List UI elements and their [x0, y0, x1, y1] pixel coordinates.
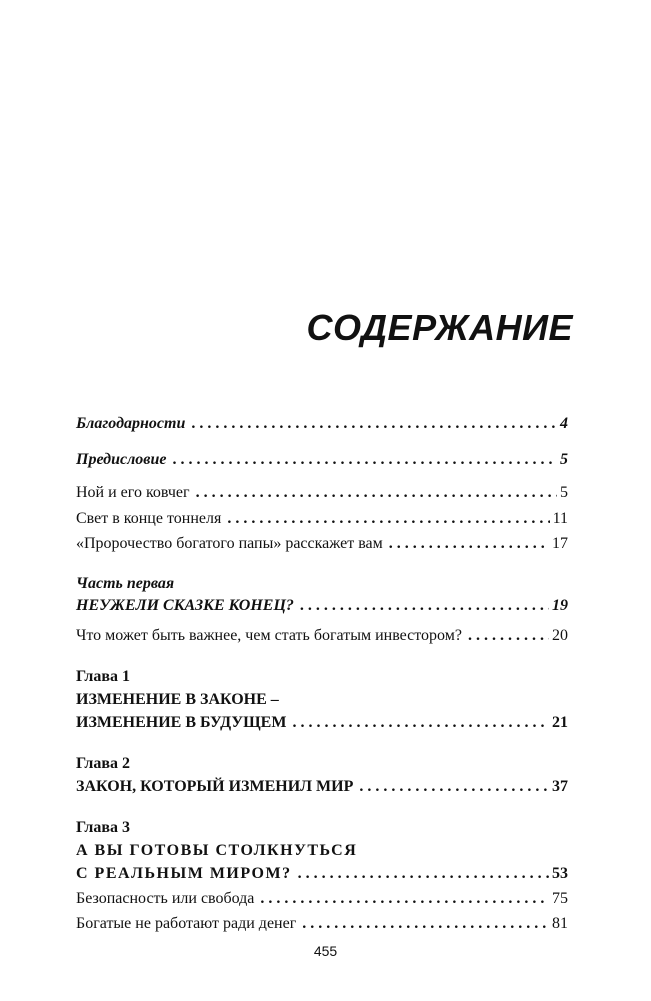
- toc-entry-label: «Пророчество богатого папы» расскажет вам: [76, 535, 383, 552]
- toc-entry-preface[interactable]: [76, 448, 568, 472]
- toc-entry-chapter3[interactable]: [76, 862, 568, 886]
- toc-entry-page: 5: [560, 484, 568, 501]
- toc-entry-page: 19: [552, 597, 568, 614]
- toc-entry-page: 21: [552, 714, 568, 731]
- toc-entry-rich[interactable]: [76, 912, 568, 936]
- toc-entry-page: 81: [552, 915, 568, 932]
- toc-entry-page: 17: [552, 535, 568, 552]
- toc-entry-page: 5: [560, 451, 568, 468]
- dot-leader: [227, 507, 549, 531]
- toc-entry-part1[interactable]: [76, 594, 568, 618]
- toc-entry-prophecy[interactable]: [76, 532, 568, 556]
- toc-entry-label: Ной и его ковчег: [76, 484, 190, 501]
- chapter-title-line: А ВЫ ГОТОВЫ СТОЛКНУТЬСЯ: [76, 842, 358, 859]
- chapter-title-line: ИЗМЕНЕНИЕ В ЗАКОНЕ –: [76, 691, 279, 708]
- toc-entry-label: НЕУЖЕЛИ СКАЗКЕ КОНЕЦ?: [76, 597, 294, 614]
- toc-entry-label: С РЕАЛЬНЫМ МИРОМ?: [76, 865, 292, 882]
- toc-entry-light[interactable]: [76, 507, 568, 531]
- toc-entry-label: Что может быть важнее, чем стать богатым инвестором?: [76, 627, 462, 644]
- dot-leader: [196, 481, 557, 505]
- toc-entry-page: 20: [552, 627, 568, 644]
- toc-entry-chapter1[interactable]: [76, 711, 568, 735]
- chapter-heading: Глава 1: [76, 668, 130, 685]
- page-title: СОДЕРЖАНИЕ: [306, 307, 573, 348]
- toc-entry-security[interactable]: [76, 887, 568, 911]
- dot-leader: [359, 775, 549, 799]
- toc-entry-investor[interactable]: [76, 624, 568, 648]
- toc-entry-chapter2[interactable]: [76, 775, 568, 799]
- page-number: 455: [313, 943, 338, 959]
- toc-entry-label: Безопасность или свобода: [76, 890, 255, 907]
- toc-entry-page: 11: [552, 510, 568, 527]
- part-heading: Часть первая: [76, 575, 175, 592]
- toc-entry-label: Богатые не работают ради денег: [76, 915, 297, 932]
- toc-entry-page: 53: [552, 865, 568, 882]
- toc-entry-label: ИЗМЕНЕНИЕ В БУДУЩЕМ: [76, 714, 287, 731]
- dot-leader: [468, 624, 549, 648]
- dot-leader: [172, 448, 557, 472]
- dot-leader: [260, 887, 549, 911]
- toc-entry-page: 37: [552, 778, 568, 795]
- toc-entry-label: Благодарности: [76, 415, 186, 432]
- chapter-heading: Глава 3: [76, 819, 130, 836]
- toc-entry-acknowledgements[interactable]: [76, 412, 568, 436]
- dot-leader: [300, 594, 549, 618]
- toc-entry-page: 4: [560, 415, 568, 432]
- toc-entry-noah[interactable]: [76, 481, 568, 505]
- dot-leader: [298, 862, 549, 886]
- toc-entry-page: 75: [552, 890, 568, 907]
- dot-leader: [389, 532, 549, 556]
- dot-leader: [302, 912, 549, 936]
- chapter-heading: Глава 2: [76, 755, 130, 772]
- dot-leader: [292, 711, 549, 735]
- toc-entry-label: Предисловие: [76, 451, 167, 468]
- toc-entry-label: ЗАКОН, КОТОРЫЙ ИЗМЕНИЛ МИР: [76, 778, 354, 795]
- toc-entry-label: Свет в конце тоннеля: [76, 510, 222, 527]
- dot-leader: [191, 412, 557, 436]
